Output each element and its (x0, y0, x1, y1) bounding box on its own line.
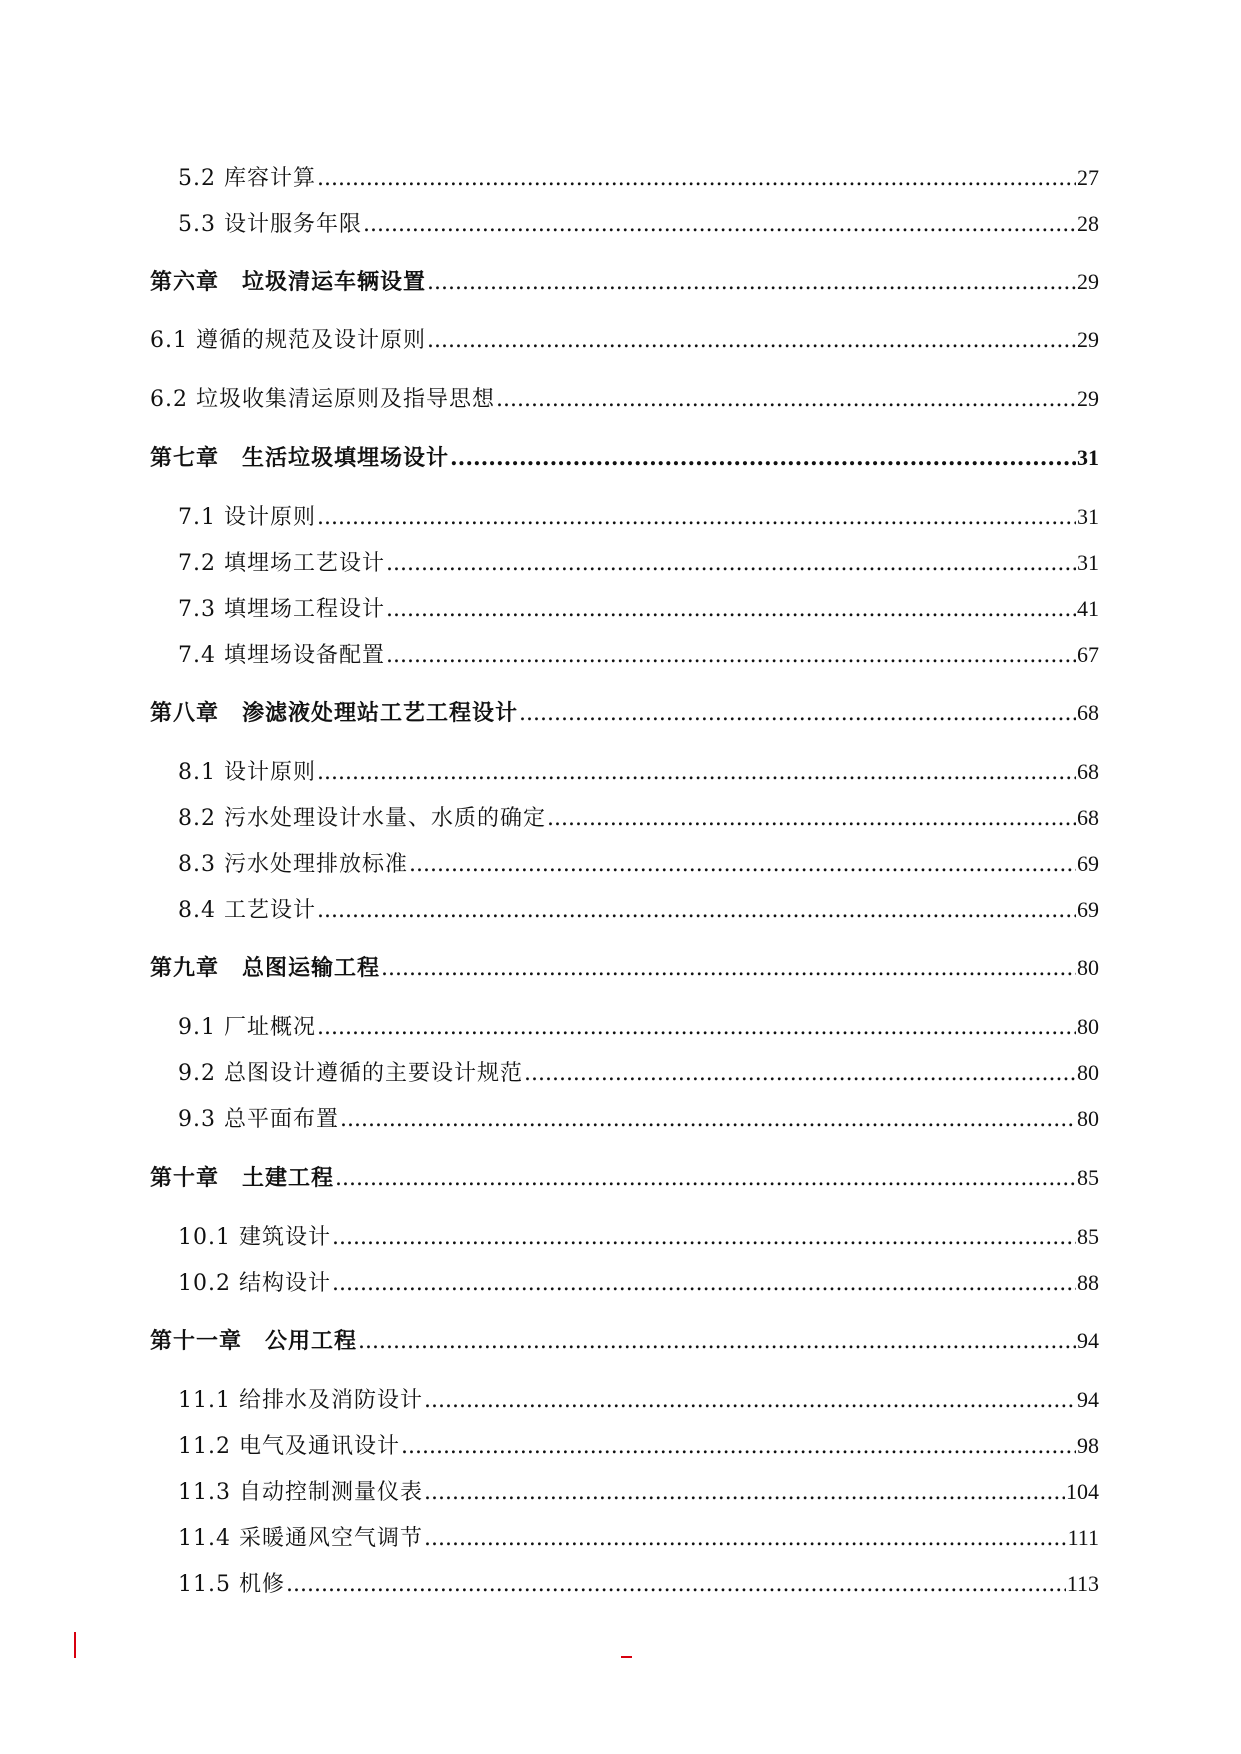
toc-entry-title: 8.3 污水处理排放标准 (178, 852, 408, 877)
dot-leader (519, 699, 1076, 729)
toc-entry-title: 第十章 土建工程 (150, 1165, 335, 1191)
dot-leader (524, 1059, 1076, 1089)
toc-entry-6-2[interactable] (150, 384, 1099, 415)
toc-entry-10-1[interactable] (178, 1222, 1099, 1253)
toc-entry-page: 68 (1077, 759, 1099, 784)
toc-entry-title: 7.2 填埋场工艺设计 (178, 551, 385, 576)
dot-leader (401, 1432, 1076, 1462)
toc-entry-title: 7.1 设计原则 (178, 505, 316, 530)
toc-entry-11-2[interactable] (178, 1431, 1099, 1462)
toc-entry-11-4[interactable] (178, 1523, 1099, 1554)
margin-marker-bar (74, 1632, 76, 1658)
dot-leader (427, 268, 1076, 298)
dot-leader (424, 1478, 1065, 1508)
dot-leader (424, 1386, 1076, 1416)
toc-entry-title: 9.2 总图设计遵循的主要设计规范 (178, 1061, 523, 1086)
toc-entry-title: 第十一章 公用工程 (150, 1328, 358, 1354)
toc-entry-title: 5.3 设计服务年限 (178, 212, 362, 237)
toc-entry-page: 88 (1077, 1270, 1099, 1295)
toc-entry-chapter-8[interactable] (150, 698, 1099, 729)
toc-entry-page: 85 (1077, 1224, 1099, 1249)
dot-leader (358, 1327, 1076, 1357)
dot-leader (386, 595, 1076, 625)
toc-entry-11-1[interactable] (178, 1385, 1099, 1416)
toc-entry-page: 29 (1077, 269, 1099, 294)
toc-entry-title: 第六章 垃圾清运车辆设置 (150, 269, 427, 295)
toc-entry-9-1[interactable] (178, 1012, 1099, 1043)
toc-entry-title: 10.1 建筑设计 (178, 1225, 331, 1250)
toc-entry-7-4[interactable] (178, 640, 1099, 671)
toc-entry-page: 111 (1067, 1525, 1099, 1550)
toc-entry-8-1[interactable] (178, 757, 1099, 788)
toc-entry-9-3[interactable] (178, 1104, 1099, 1135)
toc-entry-page: 28 (1077, 211, 1099, 236)
toc-entry-11-3[interactable] (178, 1477, 1099, 1508)
toc-entry-9-2[interactable] (178, 1058, 1099, 1089)
toc-entry-title: 第七章 生活垃圾填埋场设计 (150, 445, 450, 471)
dot-leader (317, 758, 1076, 788)
dot-leader (317, 164, 1076, 194)
dot-leader (317, 896, 1076, 926)
dot-leader (286, 1570, 1066, 1600)
dot-leader (450, 443, 1076, 473)
toc-entry-chapter-10[interactable] (150, 1163, 1099, 1194)
toc-entry-page: 68 (1077, 700, 1099, 725)
toc-entry-title: 11.5 机修 (178, 1572, 285, 1597)
toc-entry-page: 98 (1077, 1433, 1099, 1458)
dot-leader (386, 641, 1076, 671)
dot-leader (317, 1013, 1076, 1043)
toc-entry-chapter-6[interactable] (150, 267, 1099, 298)
toc-entry-chapter-11[interactable] (150, 1326, 1099, 1357)
toc-entry-page: 80 (1077, 1106, 1099, 1131)
toc-entry-page: 31 (1077, 504, 1099, 529)
dot-leader (332, 1223, 1076, 1253)
dot-leader (409, 850, 1076, 880)
toc-entry-title: 第九章 总图运输工程 (150, 955, 381, 981)
toc-entry-10-2[interactable] (178, 1268, 1099, 1299)
toc-entry-page: 41 (1077, 596, 1099, 621)
toc-entry-title: 6.2 垃圾收集清运原则及指导思想 (150, 387, 495, 412)
toc-entry-title: 8.4 工艺设计 (178, 898, 316, 923)
toc-entry-page: 27 (1077, 165, 1099, 190)
toc-entry-7-2[interactable] (178, 548, 1099, 579)
toc-entry-title: 11.3 自动控制测量仪表 (178, 1480, 423, 1505)
toc-entry-title: 9.1 厂址概况 (178, 1015, 316, 1040)
toc-entry-page: 68 (1077, 805, 1099, 830)
toc-entry-title: 11.2 电气及通讯设计 (178, 1434, 400, 1459)
dot-leader (427, 326, 1076, 356)
toc-entry-page: 29 (1077, 386, 1099, 411)
toc-entry-11-5[interactable] (178, 1569, 1099, 1600)
toc-entry-page: 80 (1077, 955, 1099, 980)
toc-entry-title: 5.2 库容计算 (178, 166, 316, 191)
toc-entry-page: 69 (1077, 897, 1099, 922)
toc-entry-chapter-7[interactable] (150, 443, 1099, 473)
dot-leader (340, 1105, 1076, 1135)
toc-entry-page: 104 (1066, 1479, 1099, 1504)
toc-entry-page: 85 (1077, 1165, 1099, 1190)
toc-entry-chapter-9[interactable] (150, 953, 1099, 984)
toc-entry-title: 11.1 给排水及消防设计 (178, 1388, 423, 1413)
dot-leader (317, 503, 1076, 533)
toc-entry-6-1[interactable] (150, 325, 1099, 356)
toc-entry-title: 7.4 填埋场设备配置 (178, 643, 385, 668)
toc-entry-title: 8.2 污水处理设计水量、水质的确定 (178, 806, 546, 831)
toc-entry-title: 11.4 采暖通风空气调节 (178, 1526, 423, 1551)
dot-leader (363, 210, 1076, 240)
toc-entry-page: 31 (1077, 550, 1099, 575)
toc-entry-title: 9.3 总平面布置 (178, 1107, 339, 1132)
toc-entry-page: 94 (1077, 1387, 1099, 1412)
toc-entry-7-1[interactable] (178, 502, 1099, 533)
toc-entry-page: 67 (1077, 642, 1099, 667)
toc-entry-7-3[interactable] (178, 594, 1099, 625)
toc-entry-title: 8.1 设计原则 (178, 760, 316, 785)
toc-entry-page: 31 (1077, 445, 1099, 470)
toc-entry-title: 6.1 遵循的规范及设计原则 (150, 328, 426, 353)
dot-leader (335, 1164, 1076, 1194)
toc-entry-title: 7.3 填埋场工程设计 (178, 597, 385, 622)
toc-entry-page: 113 (1066, 1571, 1099, 1596)
toc-entry-8-3[interactable] (178, 849, 1099, 880)
toc-entry-page: 69 (1077, 851, 1099, 876)
toc-entry-page: 80 (1077, 1060, 1099, 1085)
toc-entry-8-4[interactable] (178, 895, 1099, 926)
toc-entry-page: 80 (1077, 1014, 1099, 1039)
toc-entry-5-3[interactable] (178, 209, 1099, 240)
toc-entry-title: 10.2 结构设计 (178, 1271, 331, 1296)
dot-leader (386, 549, 1076, 579)
toc-entry-title: 第八章 渗滤液处理站工艺工程设计 (150, 700, 519, 726)
toc-entry-page: 29 (1077, 327, 1099, 352)
dot-leader (424, 1524, 1067, 1554)
dot-leader (332, 1269, 1076, 1299)
toc-entry-5-2[interactable] (178, 163, 1099, 194)
dot-leader (547, 804, 1076, 834)
page-footer-dash (621, 1656, 632, 1658)
toc-entry-page: 94 (1077, 1328, 1099, 1353)
toc-entry-8-2[interactable] (178, 803, 1099, 834)
dot-leader (496, 385, 1076, 415)
dot-leader (381, 954, 1076, 984)
